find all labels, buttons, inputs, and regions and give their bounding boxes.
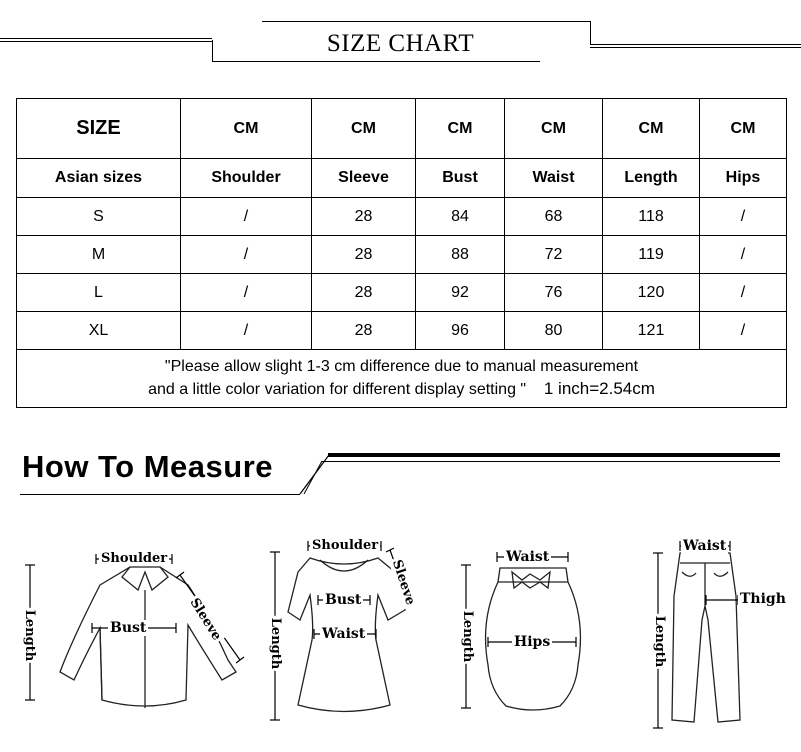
unit-cell: CM — [505, 99, 603, 159]
unit-cell: CM — [700, 99, 787, 159]
shirt-shoulder-label: Shoulder — [101, 551, 168, 566]
table-cell: 76 — [505, 274, 603, 312]
note-line-2-wrap — [17, 378, 786, 401]
table-cell: S — [17, 198, 181, 236]
table-cell: 28 — [312, 274, 416, 312]
table-cell: / — [181, 274, 312, 312]
note-cell — [17, 350, 787, 408]
table-cell: 80 — [505, 312, 603, 350]
table-cell: 28 — [312, 198, 416, 236]
dress-bust-label: Bust — [325, 592, 362, 608]
column-header: Shoulder — [181, 159, 312, 198]
column-header: Length — [603, 159, 700, 198]
table-row — [17, 198, 787, 236]
table-cell: 92 — [416, 274, 505, 312]
table-cell: 68 — [505, 198, 603, 236]
table-cell: / — [700, 312, 787, 350]
skirt-waist-label: Waist — [506, 549, 550, 565]
shirt-sleeve-label: Sleeve — [186, 595, 225, 644]
header-line-bottom — [212, 61, 540, 62]
table-cell: 84 — [416, 198, 505, 236]
column-header: Hips — [700, 159, 787, 198]
table-cell: L — [17, 274, 181, 312]
table-cell: 28 — [312, 312, 416, 350]
column-header: Bust — [416, 159, 505, 198]
table-cell: / — [181, 312, 312, 350]
note-row — [17, 350, 787, 408]
table-cell: 121 — [603, 312, 700, 350]
unit-cell: CM — [603, 99, 700, 159]
column-header-row — [17, 159, 787, 198]
column-header: Waist — [505, 159, 603, 198]
table-cell: / — [181, 198, 312, 236]
table-cell: / — [700, 274, 787, 312]
note-line-2: and a little color variation for different display setting " — [148, 381, 527, 398]
unit-cell: CM — [416, 99, 505, 159]
shirt-length-label: Length — [22, 609, 38, 662]
size-header: SIZE — [17, 99, 181, 159]
note-line-1: "Please allow slight 1-3 cm difference due to manual measurement — [164, 358, 639, 375]
table-cell: 120 — [603, 274, 700, 312]
table-cell: / — [181, 236, 312, 274]
dress-waist-label: Waist — [322, 626, 366, 642]
table-cell: 72 — [505, 236, 603, 274]
inch-note: 1 inch=2.54cm — [543, 379, 655, 398]
measure-title: How To Measure — [22, 449, 274, 484]
table-row — [17, 236, 787, 274]
table-cell: M — [17, 236, 181, 274]
table-row — [17, 274, 787, 312]
pants-thigh-label: Thigh — [740, 591, 786, 607]
measure-underline — [20, 494, 300, 495]
header-line-top — [262, 21, 591, 22]
shirt-bust-label: Bust — [110, 620, 147, 636]
measure-thin-rule — [322, 461, 780, 462]
table-cell: 118 — [603, 198, 700, 236]
unit-cell: CM — [181, 99, 312, 159]
column-header: Asian sizes — [17, 159, 181, 198]
table-cell: 119 — [603, 236, 700, 274]
unit-row — [17, 99, 787, 159]
skirt-hips-label: Hips — [514, 634, 551, 650]
dress-length-label: Length — [268, 617, 284, 670]
table-cell: 28 — [312, 236, 416, 274]
page-title: SIZE CHART — [326, 30, 475, 57]
column-header: Sleeve — [312, 159, 416, 198]
size-chart-table — [16, 98, 787, 408]
unit-cell: CM — [312, 99, 416, 159]
table-cell: 88 — [416, 236, 505, 274]
table-cell: / — [700, 198, 787, 236]
skirt-length-label: Length — [460, 610, 476, 663]
table-cell: XL — [17, 312, 181, 350]
table-cell: / — [700, 236, 787, 274]
pants-waist-label: Waist — [683, 538, 727, 554]
dress-sleeve-label: Sleeve — [389, 557, 418, 608]
table-row — [17, 312, 787, 350]
dress-shoulder-label: Shoulder — [312, 538, 379, 553]
table-cell: 96 — [416, 312, 505, 350]
measure-thick-rule — [328, 453, 780, 457]
pants-length-label: Length — [652, 615, 668, 668]
